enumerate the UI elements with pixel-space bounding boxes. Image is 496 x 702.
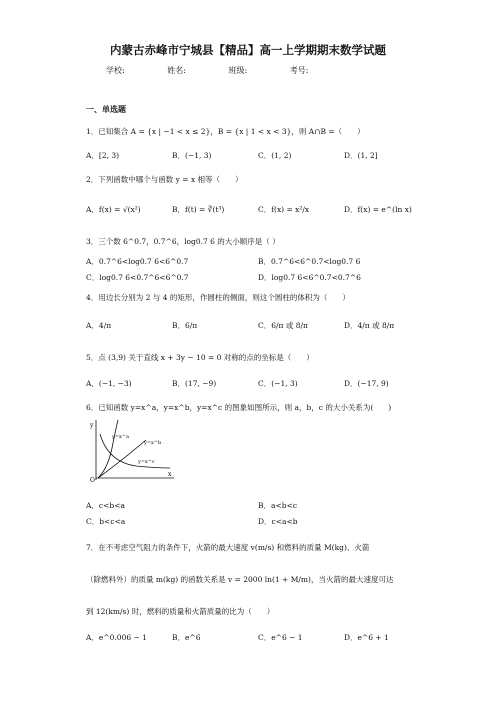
q3-option-b: B．0.7^6<6^0.7<log0.7 6 <box>258 257 361 266</box>
q2-option-b: B．f(t) = ∛(t³) <box>172 205 225 214</box>
question-5-stem: 5．点 (3,9) 关于直线 x + 3y − 10 = 0 对称的点的坐标是（ ） <box>86 353 314 362</box>
q3-option-c: C．log0.7 6<0.7^6<6^0.7 <box>86 273 189 282</box>
x-axis-label: x <box>168 471 172 478</box>
q4-option-b: B．6/π <box>172 321 198 330</box>
q1-option-d: D．(1, 2] <box>344 151 378 160</box>
curve-b-label: y=x^b <box>144 440 162 446</box>
exam-number-field: 考号: <box>289 66 309 75</box>
q1-option-c: C．(1, 2) <box>258 151 292 160</box>
q3-option-d: D．log0.7 6<6^0.7<0.7^6 <box>258 273 361 282</box>
origin-label: O <box>90 477 95 482</box>
power-function-graph <box>86 418 176 482</box>
q7-option-a: A．e^0.006 − 1 <box>86 633 147 642</box>
q4-option-a: A．4/π <box>86 321 112 330</box>
q4-option-d: D．4/π 或 8/π <box>344 321 395 330</box>
q3-option-a: A．0.7^6<log0.7 6<6^0.7 <box>86 257 189 266</box>
curve-a <box>98 420 118 478</box>
q4-option-c: C．6/π 或 8/π <box>258 321 308 330</box>
q7-option-b: B．e^6 <box>172 633 201 642</box>
name-field: 姓名: <box>167 66 186 75</box>
question-1-stem: 1．已知集合 A = {x | −1 < x ≤ 2}，B = {x | 1 < x < 3}，则 A∩B =（ ） <box>86 127 365 136</box>
curve-a-label: y=x^a <box>112 434 130 440</box>
q2-option-c: C．f(x) = x²/x <box>258 205 310 214</box>
question-6-stem: 6．已知函数 y=x^a，y=x^b，y=x^c 的图象如图所示，则 a，b，c 的大小关系为( ) <box>86 403 392 412</box>
q1-option-b: B．(−1, 3) <box>172 151 212 160</box>
q2-option-a: A．f(x) = √(x²) <box>86 205 141 214</box>
info-fields <box>106 65 348 76</box>
q6-option-d: D．c<a<b <box>258 517 298 526</box>
q5-option-c: C．(−1, 3) <box>258 379 298 388</box>
page-title: 内蒙古赤峰市宁城县【精品】高一上学期期末数学试题 <box>110 43 386 57</box>
q6-option-b: B．a<b<c <box>258 501 298 510</box>
section-title: 一、单选题 <box>86 105 126 114</box>
question-4-stem: 4．用边长分别为 2 与 4 的矩形，作圆柱的侧面，则这个圆柱的体积为（ ） <box>86 293 350 302</box>
school-field: 学校: <box>106 66 125 75</box>
q7-option-c: C．e^6 − 1 <box>258 633 303 642</box>
class-field: 班级: <box>228 66 248 75</box>
question-7-stem-line3: 到 12(km/s) 时，燃料的质量和火箭质量的比为（ ） <box>86 607 275 616</box>
q6-option-a: A．c<b<a <box>86 501 125 510</box>
q7-option-d: D．e^6 + 1 <box>344 633 389 642</box>
y-axis-label: y <box>90 422 94 429</box>
curve-c-label: y=x^c <box>138 459 155 465</box>
q5-option-b: B．(17, −9) <box>172 379 217 388</box>
question-7-stem: 7．在不考虑空气阻力的条件下，火箭的最大速度 v(m/s) 和燃料的质量 M(kg)、火箭 <box>86 543 370 552</box>
q5-option-d: D．(−17, 9) <box>344 379 389 388</box>
question-2-stem: 2．下列函数中哪个与函数 y = x 相等（ ） <box>86 175 243 184</box>
question-3-stem: 3．三个数 6^0.7，0.7^6，log0.7 6 的大小顺序是（ ） <box>86 237 280 246</box>
q2-option-d: D．f(x) = e^(ln x) <box>344 205 412 214</box>
q5-option-a: A．(−1, −3) <box>86 379 132 388</box>
q6-option-c: C．b<c<a <box>86 517 126 526</box>
question-7-stem-line2: （除燃料外）的质量 m(kg) 的函数关系是 v = 2000 ln(1 + M/m)，当火箭的最大速度可达 <box>86 575 394 584</box>
q1-option-a: A．[2, 3) <box>86 151 120 160</box>
